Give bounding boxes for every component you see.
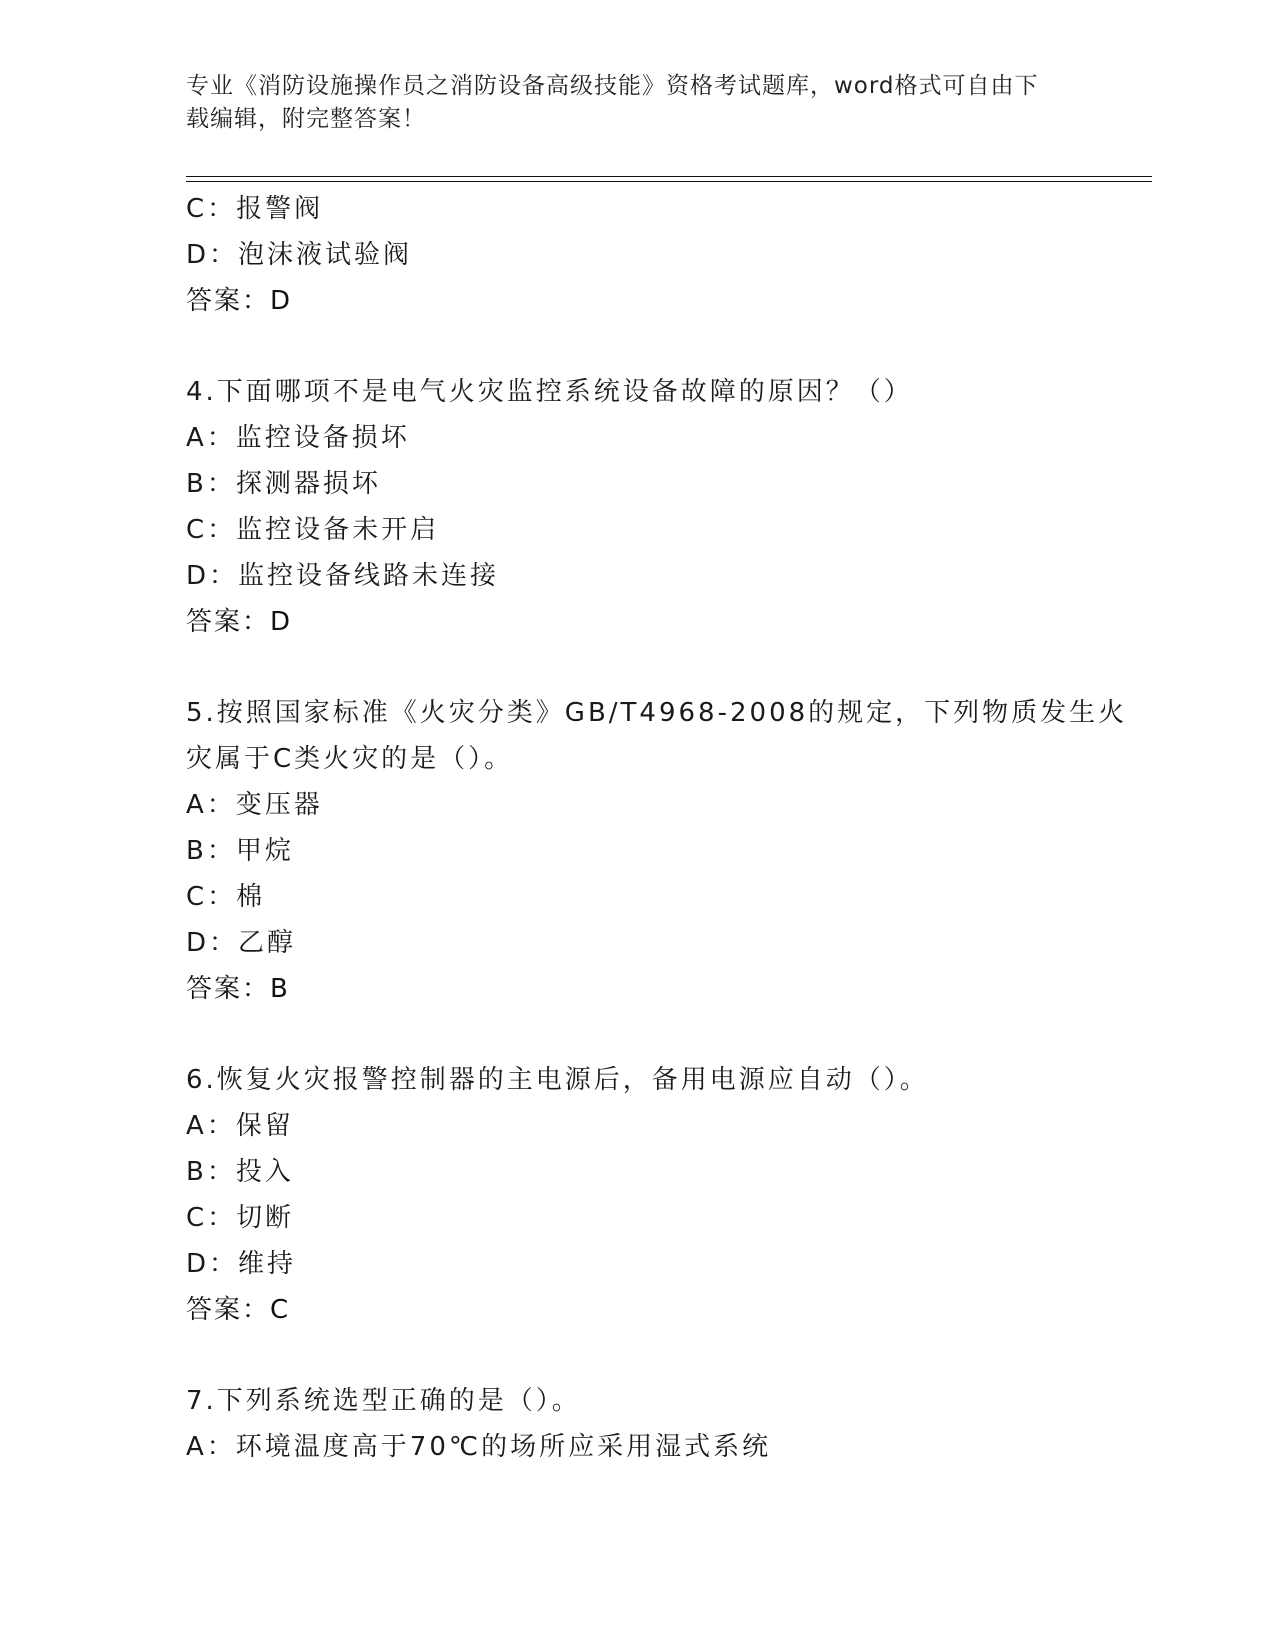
question-3-tail — [186, 186, 1086, 324]
header-line-1: 专业《消防设施操作员之消防设备高级技能》资格考试题库，word格式可自由下 — [186, 73, 1039, 99]
spacer — [186, 1333, 1086, 1378]
option-a: A：保留 — [186, 1111, 294, 1141]
option-a: A：环境温度高于70℃的场所应采用湿式系统 — [186, 1432, 772, 1462]
question-6 — [186, 1057, 1086, 1333]
header-line-2: 载编辑，附完整答案！ — [186, 106, 426, 132]
question-5 — [186, 690, 1128, 1012]
spacer — [186, 645, 1086, 690]
question-content — [186, 186, 1128, 1470]
answer-line: 答案：D — [186, 286, 293, 316]
answer-line: 答案：D — [186, 607, 293, 637]
option-b: B：投入 — [186, 1157, 294, 1187]
question-stem-line-2: 灾属于C类火灾的是（）。 — [186, 744, 514, 774]
option-d: D：维持 — [186, 1249, 297, 1279]
option-c: C：棉 — [186, 882, 266, 912]
option-d: D：泡沫液试验阀 — [186, 240, 413, 270]
header-rule-top — [186, 176, 1152, 177]
option-c: C：报警阀 — [186, 194, 324, 224]
question-stem-line-1: 5.按照国家标准《火灾分类》GB/T4968-2008的规定，下列物质发生火 — [186, 698, 1128, 728]
spacer — [186, 1012, 1086, 1057]
header-rule-bottom — [186, 181, 1152, 182]
option-d: D：监控设备线路未连接 — [186, 561, 500, 591]
question-7 — [186, 1378, 1086, 1470]
answer-line: 答案：B — [186, 974, 290, 1004]
option-c: C：切断 — [186, 1203, 295, 1233]
option-c: C：监控设备未开启 — [186, 515, 440, 545]
question-4 — [186, 369, 1086, 645]
option-b: B：甲烷 — [186, 836, 294, 866]
option-a: A：监控设备损坏 — [186, 423, 410, 453]
option-d: D：乙醇 — [186, 928, 297, 958]
question-stem: 4.下面哪项不是电气火灾监控系统设备故障的原因？（） — [186, 377, 913, 407]
document-header — [186, 70, 1066, 136]
question-stem: 6.恢复火灾报警控制器的主电源后，备用电源应自动（）。 — [186, 1065, 929, 1095]
question-stem: 7.下列系统选型正确的是（）。 — [186, 1386, 581, 1416]
spacer — [186, 324, 1086, 369]
option-a: A：变压器 — [186, 790, 323, 820]
option-b: B：探测器损坏 — [186, 469, 381, 499]
answer-line: 答案：C — [186, 1295, 291, 1325]
